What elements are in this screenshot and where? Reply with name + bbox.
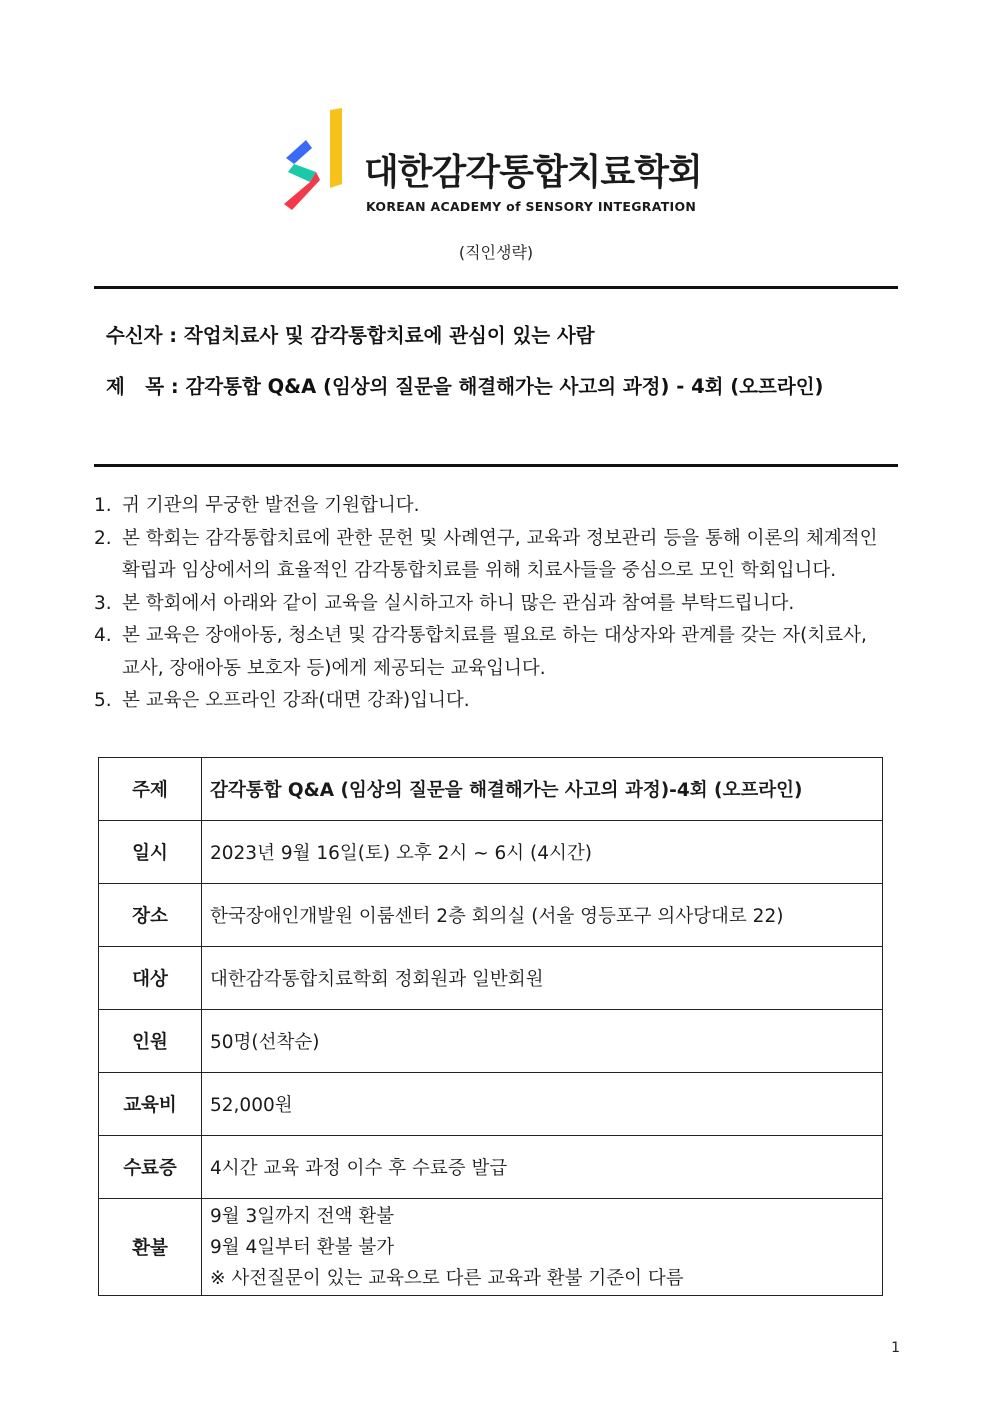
logo-blue-stroke	[286, 140, 312, 164]
row-key: 주제	[99, 758, 202, 821]
table-row	[99, 947, 883, 1010]
list-item: 5. 본 교육은 오프라인 강좌(대면 강좌)입니다.	[94, 690, 470, 711]
row-key: 장소	[99, 884, 202, 947]
page-number: 1	[891, 1340, 900, 1356]
list-item: 2. 본 학회는 감각통합치료에 관한 문헌 및 사례연구, 교육과 정보관리 등을 통해 이론의 체계적인 확립과 임상에서의 효율적인 감각통합치료를 위해 치료사들을 중심으로 모인 학회입니다.	[94, 527, 878, 581]
top-divider	[94, 286, 898, 289]
row-key: 수료증	[99, 1136, 202, 1199]
table-row	[99, 821, 883, 884]
list-item: 4. 본 교육은 장애아동, 청소년 및 감각통합치료를 필요로 하는 대상자와 관계를 갖는 자(치료사, 교사, 장애아동 보호자 등)에게 제공되는 교육입니다.	[94, 625, 867, 679]
row-value: 4시간 교육 과정 이수 후 수료증 발급	[202, 1136, 883, 1199]
row-key: 교육비	[99, 1073, 202, 1136]
row-value: 대한감각통합치료학회 정회원과 일반회원	[202, 947, 883, 1010]
row-key: 인원	[99, 1010, 202, 1073]
body-paragraphs	[94, 490, 884, 718]
table-row	[99, 884, 883, 947]
logo-yellow-stroke	[330, 108, 342, 188]
list-item: 1. 귀 기관의 무궁한 발전을 기원합니다.	[94, 495, 420, 516]
subject-line	[94, 366, 884, 408]
course-info-table	[98, 757, 883, 1296]
recipient-value: 작업치료사 및 감각통합치료에 관심이 있는 사람	[183, 324, 595, 347]
refund-line: 9월 4일부터 환불 불가	[210, 1236, 395, 1258]
row-value: 50명(선착순)	[202, 1010, 883, 1073]
list-item: 3. 본 학회에서 아래와 같이 교육을 실시하고자 하니 많은 관심과 참여를 부탁드립니다.	[94, 592, 795, 614]
org-name-english: KOREAN ACADEMY of SENSORY INTEGRATION	[366, 199, 697, 214]
row-value: 52,000원	[202, 1073, 883, 1136]
row-value: 2023년 9월 16일(토) 오후 2시 ~ 6시 (4시간)	[202, 821, 883, 884]
logo-mark-icon	[280, 106, 350, 218]
table-row-refund	[99, 1199, 883, 1296]
subject-label: 제 목 :	[106, 375, 179, 398]
refund-line: 9월 3일까지 전액 환불	[210, 1205, 395, 1227]
bottom-divider	[94, 464, 898, 467]
subject-value: 감각통합 Q&A (임상의 질문을 해결해가는 사고의 과정) - 4회 (오프라인)	[185, 375, 824, 398]
table-row	[99, 758, 883, 821]
row-key: 환불	[99, 1199, 202, 1296]
recipient-line	[94, 314, 884, 358]
row-key: 대상	[99, 947, 202, 1010]
row-key: 일시	[99, 821, 202, 884]
recipient-label: 수신자 :	[106, 324, 178, 347]
refund-line: ※ 사전질문이 있는 교육으로 다른 교육과 환불 기준이 다름	[210, 1267, 684, 1289]
org-name-korean: 대한감각통합치료학회	[364, 152, 702, 193]
table-row	[99, 1136, 883, 1199]
seal-omitted-note: (직인생략)	[458, 243, 534, 262]
row-value: 감각통합 Q&A (임상의 질문을 해결해가는 사고의 과정)-4회 (오프라인)	[202, 758, 883, 821]
organization-logo	[280, 106, 720, 218]
row-value: 한국장애인개발원 이룸센터 2층 회의실 (서울 영등포구 의사당대로 22)	[202, 884, 883, 947]
table-row	[99, 1010, 883, 1073]
refund-policy	[202, 1199, 883, 1296]
table-row	[99, 1073, 883, 1136]
